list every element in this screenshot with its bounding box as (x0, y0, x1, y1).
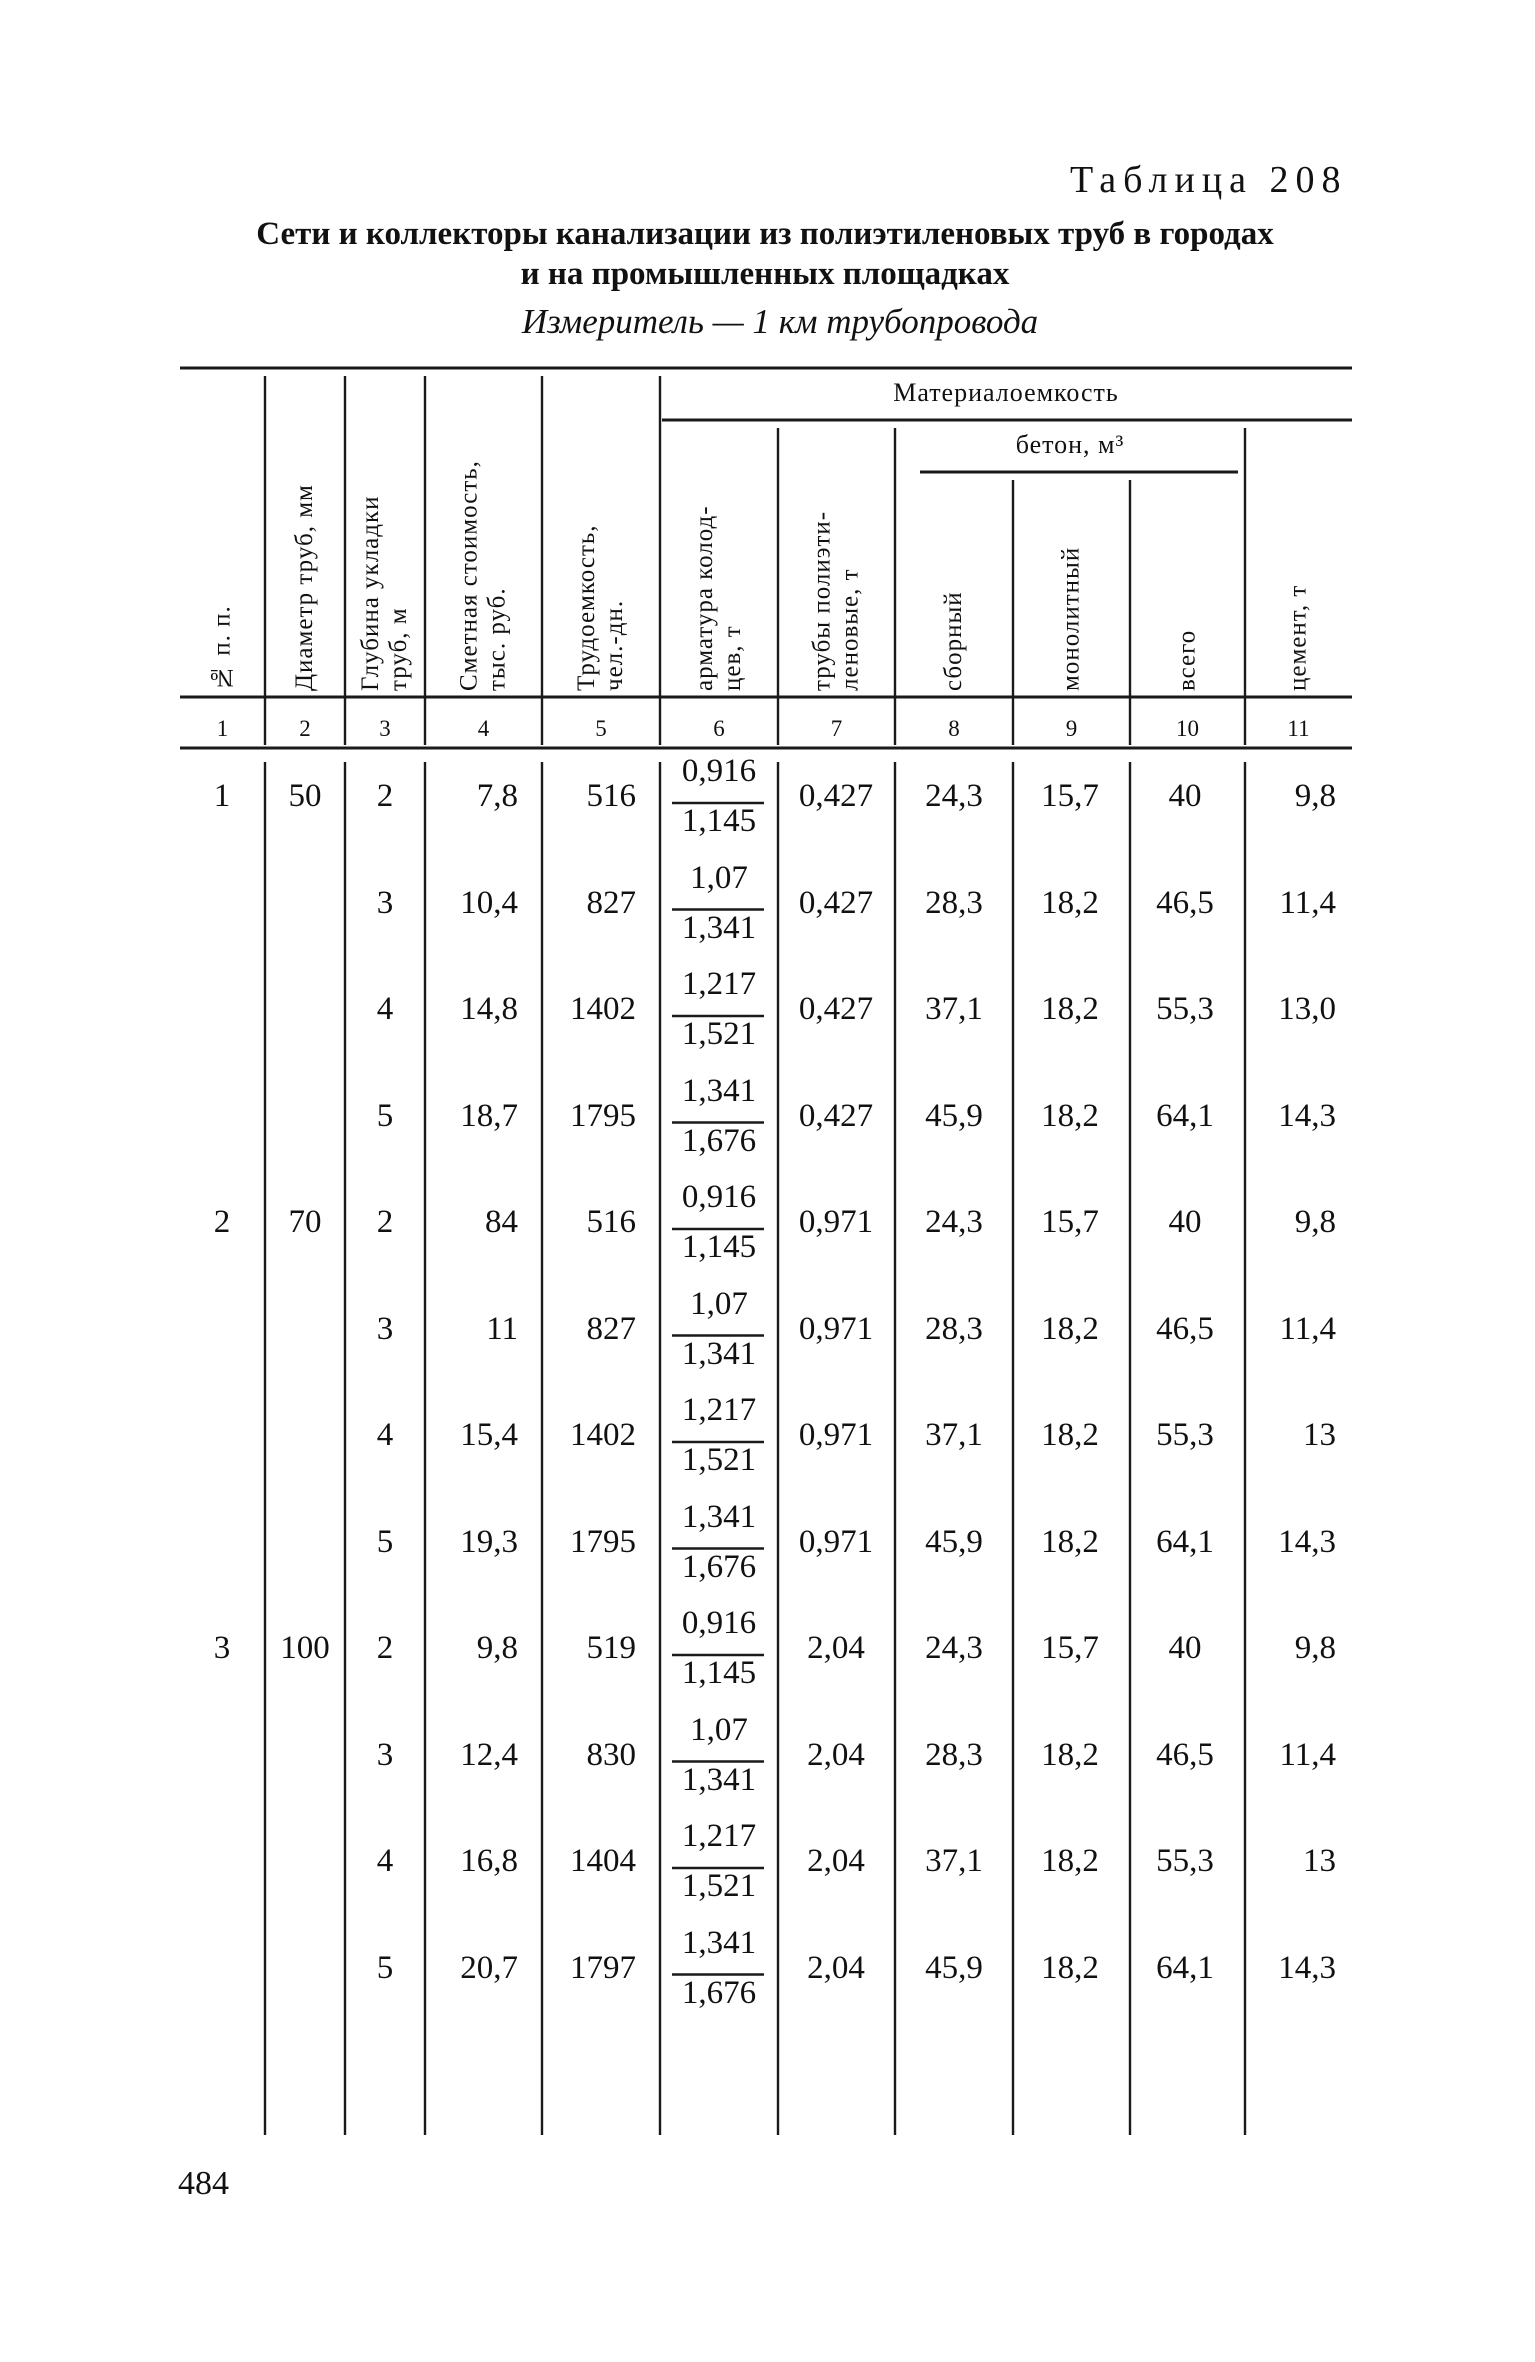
col-number: 2 (299, 716, 311, 741)
cell-labor: 827 (586, 884, 636, 921)
cell-pipes: 0,971 (798, 1417, 874, 1453)
cell-fittings-denominator: 1,341 (681, 909, 757, 946)
cell-labor: 1795 (570, 1523, 636, 1560)
cell-depth: 2 (376, 1204, 394, 1240)
table-label: Таблица 208 (1070, 159, 1348, 201)
col-header-diameter: Диаметр труб, мм (291, 484, 318, 691)
cell-cost: 18,7 (460, 1097, 518, 1134)
cell-cost: 14,8 (460, 991, 518, 1027)
page-number: 484 (178, 2165, 229, 2202)
cell-depth: 2 (376, 778, 394, 814)
col-number: 6 (713, 716, 725, 741)
cell-number: 3 (213, 1630, 231, 1666)
cell-pipes: 0,427 (798, 884, 874, 921)
cell-monolithic: 15,7 (1041, 1204, 1099, 1240)
cell-depth: 5 (376, 1949, 394, 1986)
cell-prefab: 24,3 (925, 778, 983, 814)
cell-total: 46,5 (1156, 1310, 1214, 1347)
col-header-prefab: сборный (940, 591, 967, 691)
cell-labor: 519 (586, 1630, 636, 1666)
cell-total: 55,3 (1156, 1417, 1214, 1453)
cell-cost: 84 (485, 1204, 518, 1240)
cell-pipes: 0,971 (798, 1310, 874, 1347)
cell-cement: 13 (1303, 1417, 1336, 1453)
cell-monolithic: 15,7 (1041, 1630, 1099, 1666)
col-number: 9 (1065, 716, 1078, 741)
cell-total: 46,5 (1156, 884, 1214, 921)
cell-cost: 16,8 (460, 1843, 518, 1879)
cell-labor: 516 (586, 778, 636, 814)
cell-prefab: 45,9 (925, 1523, 983, 1560)
cell-cement: 9,8 (1294, 1204, 1336, 1240)
cell-number: 2 (213, 1204, 231, 1240)
cell-fittings-denominator: 1,145 (681, 803, 757, 839)
cell-fittings-numerator: 0,916 (681, 1605, 757, 1641)
cell-cost: 19,3 (460, 1523, 518, 1560)
cell-monolithic: 15,7 (1041, 778, 1099, 814)
col-header-monolithic: монолитный (1057, 546, 1085, 691)
cell-fittings-numerator: 1,217 (681, 1818, 757, 1854)
col-header-depth: Глубина укладки труб, м (357, 495, 412, 691)
cell-monolithic: 18,2 (1041, 1310, 1099, 1347)
cell-cost: 10,4 (460, 884, 518, 921)
cell-fittings-denominator: 1,341 (681, 1335, 757, 1372)
cell-total: 40 (1168, 1630, 1202, 1666)
cell-fittings-denominator: 1,521 (681, 1442, 757, 1478)
col-number: 7 (830, 716, 843, 741)
col-header-labor: Трудоемкость, чел.-дн. (573, 524, 628, 691)
cell-monolithic: 18,2 (1041, 1736, 1099, 1773)
cell-fittings-denominator: 1,341 (681, 1761, 757, 1798)
cell-cement: 14,3 (1278, 1097, 1336, 1134)
cell-cost: 9,8 (476, 1630, 518, 1666)
cell-fittings-denominator: 1,145 (681, 1229, 757, 1265)
cell-fittings-numerator: 1,07 (690, 859, 748, 896)
cell-labor: 1795 (570, 1097, 636, 1134)
cell-depth: 5 (376, 1523, 394, 1560)
measurement-unit: Измеритель — 1 км трубопровода (521, 302, 1039, 341)
cell-labor: 516 (586, 1204, 636, 1240)
cell-pipes: 0,427 (798, 778, 874, 814)
cell-prefab: 45,9 (925, 1949, 983, 1986)
cell-fittings-numerator: 1,217 (681, 1392, 757, 1428)
cell-total: 46,5 (1156, 1736, 1214, 1773)
cell-depth: 3 (376, 1736, 394, 1773)
col-number: 8 (948, 716, 960, 741)
cell-cement: 14,3 (1278, 1523, 1336, 1560)
cell-total: 64,1 (1156, 1523, 1214, 1560)
col-number: 10 (1176, 716, 1199, 741)
cell-diameter: 100 (280, 1630, 330, 1666)
cell-cost: 20,7 (460, 1949, 518, 1986)
cell-cost: 11 (486, 1310, 518, 1347)
cell-prefab: 24,3 (925, 1204, 983, 1240)
cell-prefab: 24,3 (925, 1630, 983, 1666)
cell-cost: 7,8 (476, 778, 518, 814)
cell-fittings-numerator: 1,341 (681, 1924, 757, 1961)
cell-depth: 2 (376, 1630, 394, 1666)
cell-monolithic: 18,2 (1041, 1097, 1099, 1134)
col-header-fittings: арматура колод- цев, т (691, 505, 746, 691)
cell-prefab: 28,3 (925, 884, 983, 921)
cell-depth: 3 (376, 1310, 394, 1347)
cell-cement: 13,0 (1278, 991, 1336, 1027)
cell-cement: 11,4 (1279, 1736, 1336, 1773)
col-number: 1 (216, 716, 229, 741)
cell-prefab: 28,3 (925, 1310, 983, 1347)
cell-total: 64,1 (1156, 1097, 1214, 1134)
cell-depth: 5 (376, 1097, 394, 1134)
cell-diameter: 70 (288, 1204, 322, 1240)
cell-pipes: 0,971 (798, 1523, 874, 1560)
col-number: 5 (595, 716, 607, 741)
table-title-line-1: Сети и коллекторы канализации из полиэтиленовых труб в городах (256, 216, 1274, 252)
cell-prefab: 37,1 (925, 991, 983, 1027)
cell-depth: 4 (376, 1843, 394, 1879)
table-title-line-2: и на промышленных площадках (520, 256, 1010, 292)
cell-total: 64,1 (1156, 1949, 1214, 1986)
cell-fittings-denominator: 1,521 (681, 1016, 757, 1052)
cell-cost: 15,4 (460, 1417, 518, 1453)
cell-labor: 1402 (570, 991, 636, 1027)
cell-cement: 9,8 (1294, 1630, 1336, 1666)
cell-monolithic: 18,2 (1041, 1949, 1099, 1986)
cell-fittings-denominator: 1,676 (681, 1974, 757, 2011)
cell-cement: 11,4 (1279, 1310, 1336, 1347)
cell-pipes: 2,04 (807, 1843, 865, 1879)
cell-fittings-numerator: 0,916 (681, 753, 757, 789)
cell-total: 55,3 (1156, 991, 1214, 1027)
concrete-group-header: бетон, м³ (1015, 430, 1125, 459)
cell-fittings-numerator: 1,341 (681, 1072, 757, 1109)
cell-labor: 830 (586, 1736, 636, 1773)
cell-cement: 14,3 (1278, 1949, 1336, 1986)
cell-pipes: 2,04 (807, 1949, 865, 1986)
cell-pipes: 0,427 (798, 1097, 874, 1134)
col-number: 4 (477, 716, 490, 741)
col-header-number: № п. п. (208, 605, 236, 691)
col-header-cost: Сметная стоимость, тыс. руб. (455, 460, 511, 691)
cell-pipes: 0,427 (798, 991, 874, 1027)
cell-diameter: 50 (288, 778, 322, 814)
cell-monolithic: 18,2 (1041, 884, 1099, 921)
cell-monolithic: 18,2 (1041, 1523, 1099, 1560)
cell-fittings-denominator: 1,145 (681, 1655, 757, 1691)
materials-group-header: Материалоемкость (893, 378, 1119, 407)
col-number: 3 (379, 716, 391, 741)
cell-depth: 3 (376, 884, 394, 921)
cell-cement: 9,8 (1294, 778, 1336, 814)
cell-monolithic: 18,2 (1041, 1417, 1099, 1453)
col-header-cement: цемент, т (1284, 584, 1312, 691)
col-header-pipes: трубы полиэти- леновые, т (808, 510, 864, 691)
cell-cement: 11,4 (1279, 884, 1336, 921)
cell-total: 40 (1168, 1204, 1202, 1240)
cell-total: 55,3 (1156, 1843, 1214, 1879)
cell-prefab: 28,3 (925, 1736, 983, 1773)
cell-fittings-denominator: 1,676 (681, 1548, 757, 1585)
cell-total: 40 (1168, 778, 1202, 814)
cell-fittings-numerator: 1,217 (681, 966, 757, 1002)
cell-fittings-numerator: 1,07 (690, 1285, 748, 1322)
cell-labor: 1404 (570, 1843, 636, 1879)
col-header-total: всего (1173, 629, 1201, 691)
cell-labor: 827 (586, 1310, 636, 1347)
cell-fittings-denominator: 1,676 (681, 1122, 757, 1159)
cell-prefab: 45,9 (925, 1097, 983, 1134)
cell-depth: 4 (376, 991, 394, 1027)
cell-cement: 13 (1303, 1843, 1336, 1879)
cell-cost: 12,4 (460, 1736, 518, 1773)
cell-pipes: 2,04 (807, 1630, 865, 1666)
cell-pipes: 2,04 (807, 1736, 865, 1773)
cell-labor: 1797 (570, 1949, 636, 1986)
cell-number: 1 (213, 778, 231, 814)
cell-depth: 4 (376, 1417, 394, 1453)
cell-fittings-denominator: 1,521 (681, 1868, 757, 1904)
cell-fittings-numerator: 1,07 (690, 1711, 748, 1748)
cell-fittings-numerator: 0,916 (681, 1179, 757, 1215)
cell-fittings-numerator: 1,341 (681, 1498, 757, 1535)
cell-prefab: 37,1 (925, 1417, 983, 1453)
col-number: 11 (1287, 716, 1310, 741)
cell-pipes: 0,971 (798, 1204, 874, 1240)
cell-prefab: 37,1 (925, 1843, 983, 1879)
cell-labor: 1402 (570, 1417, 636, 1453)
cell-monolithic: 18,2 (1041, 991, 1099, 1027)
cell-monolithic: 18,2 (1041, 1843, 1099, 1879)
